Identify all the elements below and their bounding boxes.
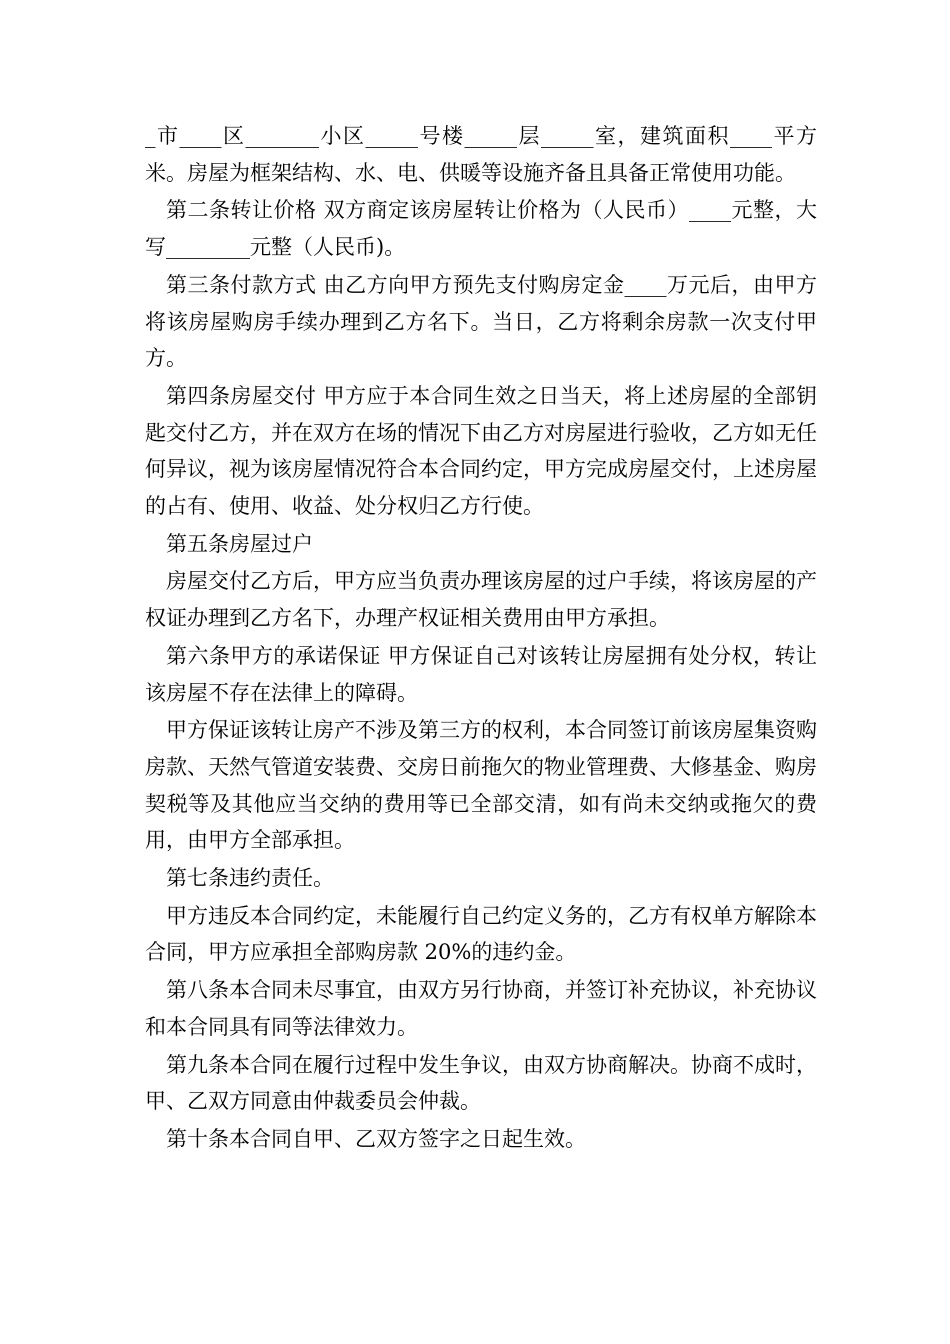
paragraph-article-7-heading: 第七条违约责任。 xyxy=(166,866,334,891)
paragraph-article-5-transfer: 房屋交付乙方后，甲方应当负责办理该房屋的过户手续，将该房屋的产权证办理到乙方名下，办理产权证相关费用由甲方承担。 xyxy=(145,569,817,631)
paragraph-article-8-supplement: 第八条本合同未尽事宜，由双方另行协商，并签订补充协议，补充协议和本合同具有同等法律效力。 xyxy=(145,978,817,1039)
paragraph-article-7-breach: 甲方违反本合同约定，未能履行自己约定义务的，乙方有权单方解除本合同，甲方应承担全部购房款 20%的违约金。 xyxy=(145,903,817,965)
contract-body xyxy=(145,118,817,1159)
paragraph-article-4-delivery: 第四条房屋交付 甲方应于本合同生效之日当天，将上述房屋的全部钥匙交付乙方，并在双方在场的情况下由乙方对房屋进行验收，乙方如无任何异议，视为该房屋情况符合本合同约定，甲方完成房屋交付，上述房屋的占有、使用、收益、处分权归乙方行使。 xyxy=(145,383,817,519)
paragraph-article-10-effect: 第十条本合同自甲、乙双方签字之日起生效。 xyxy=(166,1126,586,1151)
paragraph-article-9-dispute: 第九条本合同在履行过程中发生争议，由双方协商解决。协商不成时，甲、乙双方同意由仲裁委员会仲裁。 xyxy=(145,1052,817,1114)
paragraph-article-5-heading: 第五条房屋过户 xyxy=(166,531,313,556)
paragraph-article-2-price: 第二条转让价格 双方商定该房屋转让价格为（人民币）____元整，大写________元整（人民币)。 xyxy=(145,198,817,260)
paragraph-article-6-guarantee: 第六条甲方的承诺保证 甲方保证自己对该转让房屋拥有处分权，转让该房屋不存在法律上的障碍。 xyxy=(145,643,817,705)
paragraph-property-location: _市____区_______小区_____号楼_____层_____室，建筑面积____平方米。房屋为框架结构、水、电、供暖等设施齐备且具备正常使用功能。 xyxy=(145,124,817,185)
paragraph-article-3-payment: 第三条付款方式 由乙方向甲方预先支付购房定金____万元后，由甲方将该房屋购房手续办理到乙方名下。当日，乙方将剩余房款一次支付甲方。 xyxy=(145,272,817,371)
paragraph-article-6-fees: 甲方保证该转让房产不涉及第三方的权利，本合同签订前该房屋集资购房款、天然气管道安装费、交房日前拖欠的物业管理费、大修基金、购房契税等及其他应当交纳的费用等已全部交清，如有尚未交纳或拖欠的费用，由甲方全部承担。 xyxy=(145,718,817,853)
